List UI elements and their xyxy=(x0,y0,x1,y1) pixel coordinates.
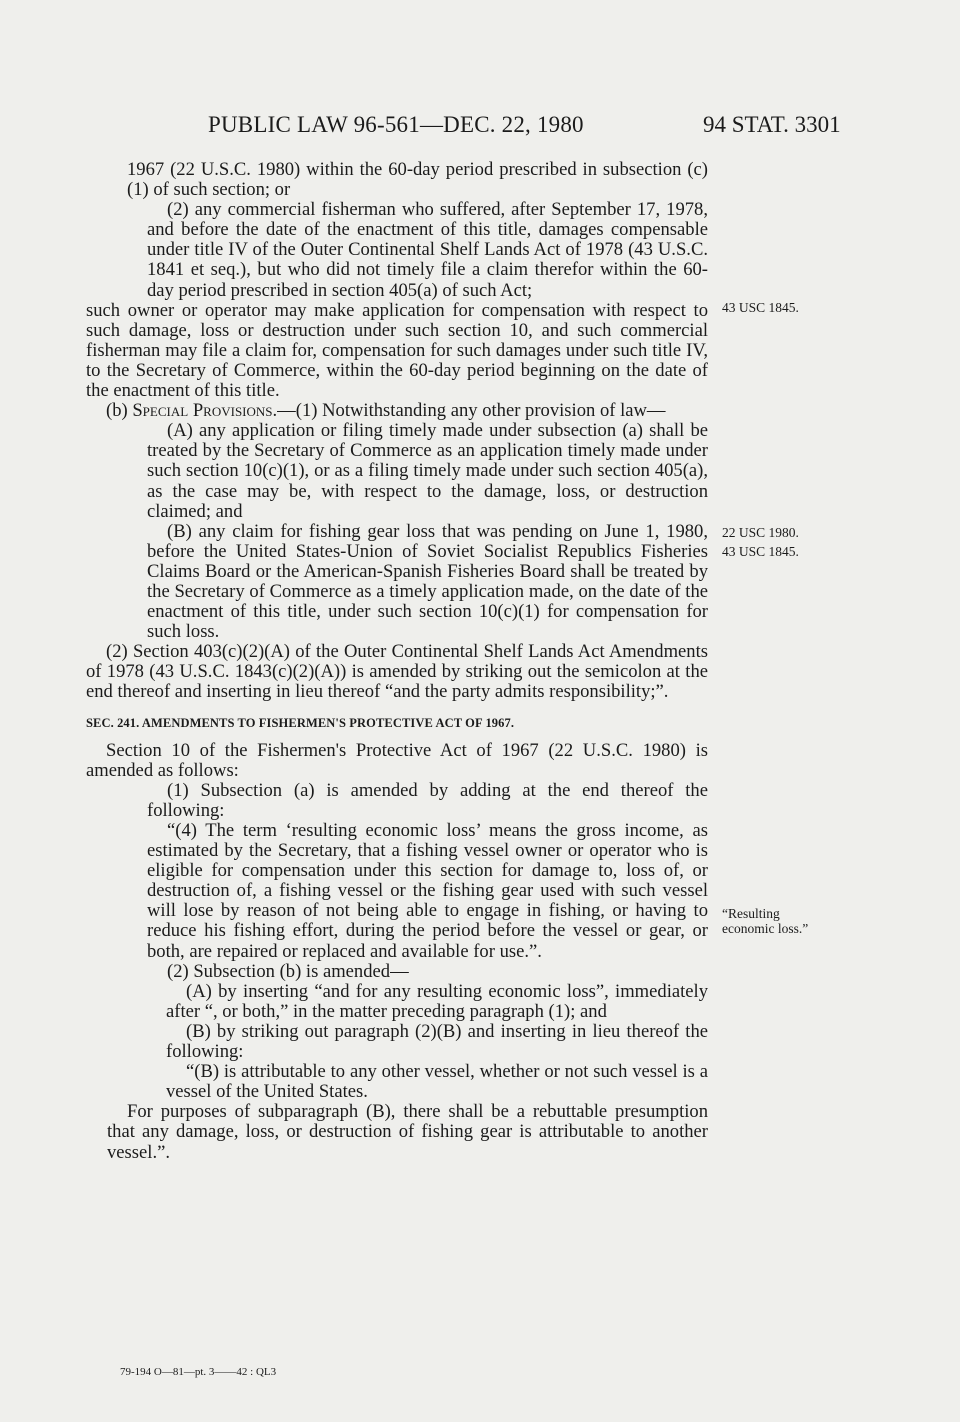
paragraph: (B) by striking out paragraph (2)(B) and inserting in lieu thereof the following: xyxy=(166,1020,708,1063)
subsection-heading: Special Provisions xyxy=(132,400,273,422)
page-footer: 79-194 O—81—pt. 3——42 : QL3 xyxy=(120,1366,277,1378)
paragraph: For purposes of subparagraph (B), there shall be a rebuttable presumption that any damage, loss, or destruction of fishing gear is attributable to another vessel.”. xyxy=(107,1101,708,1163)
page-header-stat: 94 STAT. 3301 xyxy=(703,112,841,137)
page-header-title: PUBLIC LAW 96-561—DEC. 22, 1980 xyxy=(208,112,584,137)
paragraph: (A) any application or filing timely made under subsection (a) shall be treated by the Secretary of Commerce as an application timely made under such section 10(c)(1), or as a filing timely made under such section 405(a), as the case may be, with respect to the damage, loss, or destruction claimed; and xyxy=(147,420,708,522)
section-heading: SEC. 241. AMENDMENTS TO FISHERMEN'S PROTECTIVE ACT OF 1967. xyxy=(86,715,515,730)
subsection-text: .—(1) Notwithstanding any other provision of law— xyxy=(272,400,666,422)
paragraph: “(4) The term ‘resulting economic loss’ means the gross income, as estimated by the Secretary, that a fishing vessel owner or operator who is eligible for compensation under this section for damage to, loss of, or destruction of, a fishing vessel or the fishing gear used with such vessel will lose by reason of not being able to engage in fishing, or having to reduce his fishing effort, during the period before the vessel or gear, or both, are repaired or replaced and available for use.”. xyxy=(147,820,708,962)
paragraph: (2) Section 403(c)(2)(A) of the Outer Continental Shelf Lands Act Amendments of 1978 (43 U.S.C. 1843(c)(2)(A)) is amended by striking out the semicolon at the end thereof and inserting in lieu thereof “and the party admits responsibility;”. xyxy=(86,641,708,703)
paragraph: 1967 (22 U.S.C. 1980) within the 60-day period prescribed in subsection (c)(1) of such section; or xyxy=(127,159,708,201)
paragraph: “(B) is attributable to any other vessel, whether or not such vessel is a vessel of the United States. xyxy=(166,1061,708,1103)
paragraph: (2) any commercial fisherman who suffered, after September 17, 1978, and before the date of the enactment of this title, damages compensable under title IV of the Outer Continental Shelf Lands Act of 1978 (43 U.S.C. 1841 et seq.), but who did not timely file a claim therefor within the 60-day period prescribed in section 405(a) of such Act; xyxy=(147,199,708,301)
paragraph: (B) any claim for fishing gear loss that was pending on June 1, 1980, before the United States-Union of Soviet Socialist Republics Fisheries Claims Board or the American-Spanish Fisheries Board shall be treated by the Secretary of Commerce as a timely application made, on the date of the enactment of this title, under such section 10(c)(1) for compensation for such loss. xyxy=(147,520,708,643)
document-body xyxy=(86,160,708,1163)
paragraph: such owner or operator may make application for compensation with respect to such damage, loss or destruction under such section 10, and such commercial fisherman may file a claim for, compensation for such damages under such title IV, to the Secretary of Commerce, within the 60-day period beginning on the date of the enactment of this title. xyxy=(86,299,708,402)
paragraph: (1) Subsection (a) is amended by adding at the end thereof the following: xyxy=(147,779,708,821)
paragraph: (2) Subsection (b) is amended— xyxy=(167,960,409,982)
margin-note: 43 USC 1845. xyxy=(722,544,799,559)
paragraph: (A) by inserting “and for any resulting economic loss”, immediately after “, or both,” in the matter preceding paragraph (1); and xyxy=(166,980,708,1022)
subsection-number: (b) xyxy=(106,400,133,422)
paragraph xyxy=(86,401,708,421)
margin-note: economic loss.” xyxy=(722,921,809,936)
margin-note: 22 USC 1980. xyxy=(722,525,799,540)
paragraph: Section 10 of the Fishermen's Protective Act of 1967 (22 U.S.C. 1980) is amended as follows: xyxy=(86,739,708,781)
margin-note: “Resulting xyxy=(722,906,780,921)
margin-note: 43 USC 1845. xyxy=(722,300,799,315)
